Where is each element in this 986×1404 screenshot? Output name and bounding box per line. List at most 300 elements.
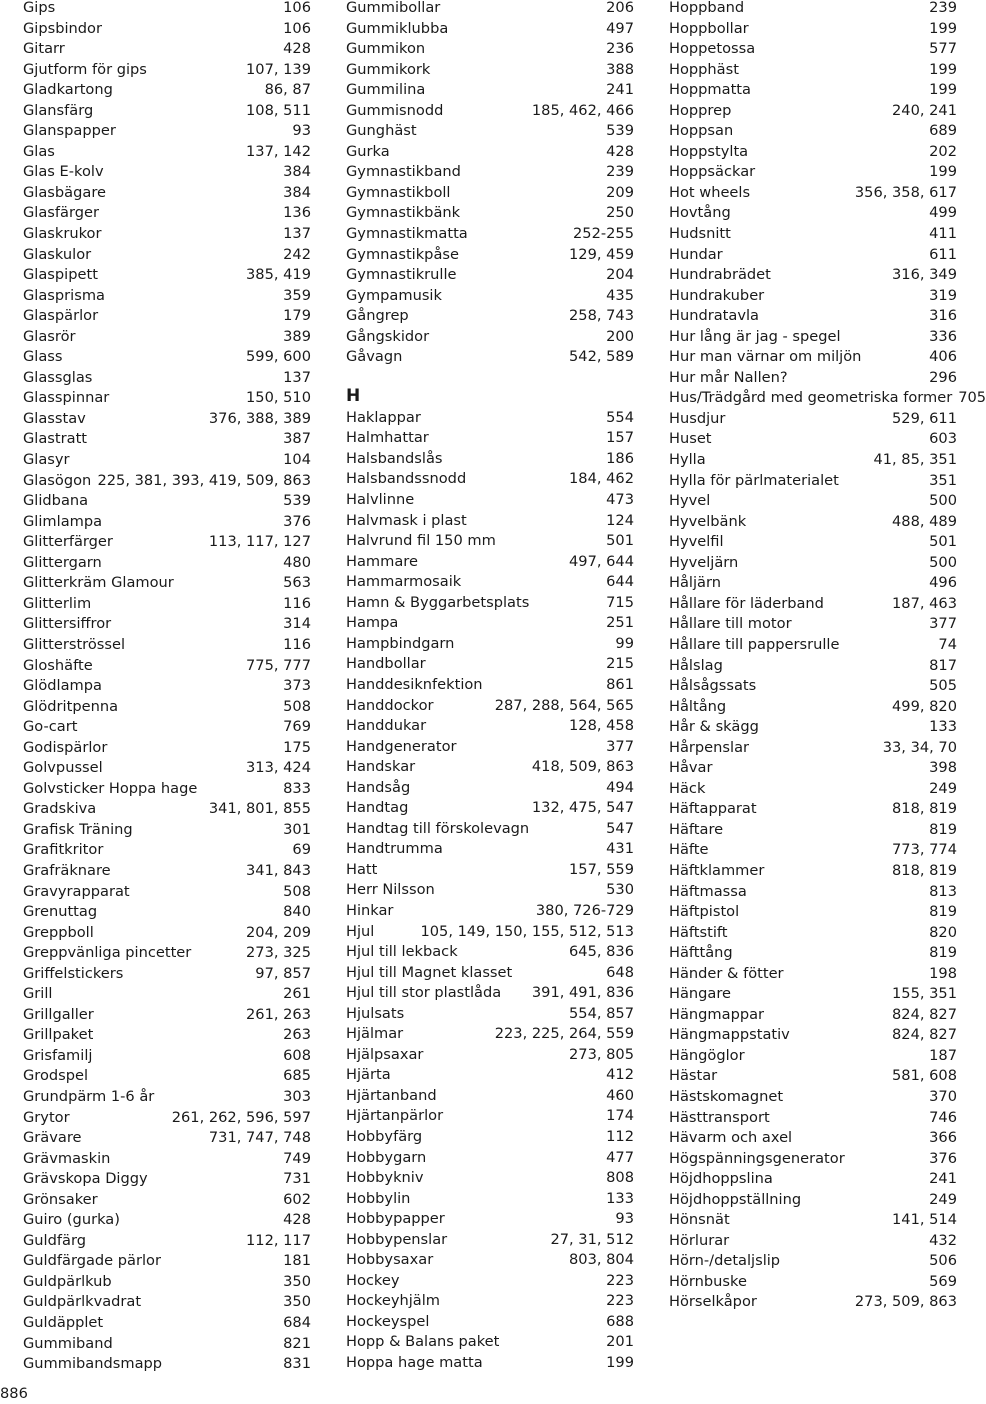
- index-term: Hundrabrädet: [669, 266, 771, 284]
- index-page-numbers: 199: [929, 19, 957, 37]
- index-entry: [346, 634, 634, 655]
- index-page-numbers: 494: [606, 778, 634, 796]
- index-page-numbers: 603: [929, 430, 957, 448]
- index-page-numbers: 261, 262, 596, 597: [171, 1108, 311, 1126]
- index-entry: [23, 1025, 311, 1046]
- index-entry: [669, 943, 957, 964]
- index-column-3: [669, 0, 986, 1313]
- index-page-numbers: 129, 459: [569, 245, 634, 263]
- index-entry: [669, 450, 957, 471]
- index-page-numbers: 150, 510: [246, 389, 311, 407]
- index-term: Glitterfärger: [23, 533, 113, 551]
- index-term: Glasbägare: [23, 183, 106, 201]
- index-page-numbers: 133: [929, 718, 957, 736]
- index-term: Hållare för läderband: [669, 594, 824, 612]
- index-page-numbers: 428: [283, 40, 311, 58]
- index-page-numbers: 501: [606, 532, 634, 550]
- index-entry: [23, 758, 311, 779]
- index-entry: [669, 861, 957, 882]
- index-page-numbers: 128, 458: [569, 717, 634, 735]
- page-number: 886: [0, 1385, 28, 1402]
- index-term: Grytor: [23, 1108, 70, 1126]
- index-page-numbers: 199: [929, 81, 957, 99]
- index-term: Hur mår Nallen?: [669, 368, 788, 386]
- index-page-numbers: 388: [606, 60, 634, 78]
- index-entry: [23, 1066, 311, 1087]
- index-term: Hinkar: [346, 901, 394, 919]
- index-term: Glödlampa: [23, 677, 102, 695]
- index-term: Hopprep: [669, 101, 732, 119]
- index-page-numbers: 547: [606, 819, 634, 837]
- index-term: Hot wheels: [669, 183, 751, 201]
- index-entry: [23, 429, 311, 450]
- index-entry: [346, 1065, 634, 1086]
- index-entry: [23, 306, 311, 327]
- index-page-numbers: 818, 819: [892, 861, 957, 879]
- index-entry: [669, 779, 957, 800]
- index-page-numbers: 112: [606, 1127, 634, 1145]
- index-term: Halsbandslås: [346, 449, 443, 467]
- index-term: Halsbandssnodd: [346, 470, 467, 488]
- index-page-numbers: 496: [929, 574, 957, 592]
- index-entry: [23, 450, 311, 471]
- index-page-numbers: 236: [606, 40, 634, 58]
- index-term: Hästar: [669, 1067, 718, 1085]
- index-page-numbers: 731, 747, 748: [208, 1129, 311, 1147]
- index-term: Grillpaket: [23, 1026, 94, 1044]
- index-term: Handsåg: [346, 778, 411, 796]
- index-entry: [23, 347, 311, 368]
- index-page-numbers: 435: [606, 286, 634, 304]
- index-entry: [669, 101, 957, 122]
- index-page-numbers: 273, 509, 863: [854, 1293, 957, 1311]
- index-term: Gummibandsmapp: [23, 1355, 163, 1373]
- index-term: Håljärn: [669, 574, 721, 592]
- index-entry: [346, 1045, 634, 1066]
- index-entry: [669, 1025, 957, 1046]
- index-page-numbers: 223: [606, 1292, 634, 1310]
- index-entry: [346, 1004, 634, 1025]
- index-entry: [346, 572, 634, 593]
- index-term: Glanspapper: [23, 122, 116, 140]
- index-page-numbers: 508: [283, 697, 311, 715]
- index-page-numbers: 116: [283, 594, 311, 612]
- index-page-numbers: 69: [292, 841, 311, 859]
- index-page-numbers: 198: [929, 964, 957, 982]
- index-entry: [346, 1106, 634, 1127]
- index-term: Grisfamilj: [23, 1046, 93, 1064]
- index-entry: [23, 1334, 311, 1355]
- index-entry: [346, 1024, 634, 1045]
- index-page-numbers: 377: [929, 615, 957, 633]
- index-term: Handbollar: [346, 655, 426, 673]
- index-page-numbers: 432: [929, 1231, 957, 1249]
- index-entry: [23, 820, 311, 841]
- index-page-numbers: 705: [958, 389, 986, 407]
- index-entry: [669, 286, 957, 307]
- index-page-numbers: 819: [929, 820, 957, 838]
- index-page-numbers: 821: [283, 1334, 311, 1352]
- index-term: Haklappar: [346, 408, 421, 426]
- index-page-numbers: 602: [283, 1190, 311, 1208]
- index-page-numbers: 223: [606, 1271, 634, 1289]
- index-term: Hålsågssats: [669, 677, 757, 695]
- index-entry: [669, 1251, 957, 1272]
- index-term: Håvar: [669, 759, 713, 777]
- index-entry: [669, 80, 957, 101]
- index-page-numbers: 377: [606, 737, 634, 755]
- index-page-numbers: 296: [929, 368, 957, 386]
- index-entry: [23, 1108, 311, 1129]
- index-entry: [346, 19, 634, 40]
- index-entry: [669, 553, 957, 574]
- index-term: Hoppsäckar: [669, 163, 756, 181]
- index-entry: [23, 388, 311, 409]
- index-entry: [669, 820, 957, 841]
- index-page-numbers: 301: [283, 820, 311, 838]
- index-term: Hundratavla: [669, 307, 759, 325]
- index-page-numbers: 824, 827: [892, 1026, 957, 1044]
- index-term: Grafräknare: [23, 861, 111, 879]
- index-page-numbers: 112, 117: [246, 1231, 311, 1249]
- index-page-numbers: 817: [929, 656, 957, 674]
- index-entry: [23, 142, 311, 163]
- index-page-numbers: 200: [606, 327, 634, 345]
- index-page-numbers: 820: [929, 923, 957, 941]
- index-entry: [669, 429, 957, 450]
- index-page-numbers: 215: [606, 655, 634, 673]
- index-page-numbers: 199: [929, 60, 957, 78]
- index-entry: [346, 880, 634, 901]
- index-term: Hudsnitt: [669, 225, 731, 243]
- index-term: Grävskopa Diggy: [23, 1170, 148, 1188]
- index-page-numbers: 824, 827: [892, 1005, 957, 1023]
- index-page-numbers: 376: [283, 512, 311, 530]
- index-page-numbers: 529, 611: [892, 409, 957, 427]
- index-entry: [669, 1087, 957, 1108]
- index-page-numbers: 611: [929, 245, 957, 263]
- index-term: Hobbyfärg: [346, 1127, 423, 1145]
- index-page-numbers: 174: [606, 1107, 634, 1125]
- index-term: Hörn-/detaljslip: [669, 1252, 781, 1270]
- index-page-numbers: 186: [606, 449, 634, 467]
- index-entry: [669, 512, 957, 533]
- index-term: Gymnastikboll: [346, 183, 451, 201]
- index-term: Hockeyspel: [346, 1312, 430, 1330]
- index-page-numbers: 428: [283, 1211, 311, 1229]
- index-term: Gladkartong: [23, 81, 113, 99]
- index-page-numbers: 239: [606, 163, 634, 181]
- index-term: Hampbindgarn: [346, 634, 455, 652]
- index-page-numbers: 179: [283, 307, 311, 325]
- index-term: Hoppmatta: [669, 81, 751, 99]
- index-entry: [23, 224, 311, 245]
- index-page-numbers: 124: [606, 511, 634, 529]
- index-page-numbers: 273, 325: [246, 944, 311, 962]
- index-term: Guldpärlkub: [23, 1272, 112, 1290]
- index-page-numbers: 155, 351: [892, 985, 957, 1003]
- index-entry: [669, 738, 957, 759]
- index-term: Gummikon: [346, 40, 426, 58]
- index-term: Hobbygarn: [346, 1148, 427, 1166]
- index-page-numbers: 500: [929, 492, 957, 510]
- index-term: Gummibollar: [346, 0, 441, 16]
- index-term: Glasögon: [23, 471, 92, 489]
- index-entry: [669, 984, 957, 1005]
- index-entry: [669, 491, 957, 512]
- index-entry: [669, 265, 957, 286]
- index-entry: [23, 121, 311, 142]
- index-page-numbers: 242: [283, 245, 311, 263]
- index-page-numbers: 644: [606, 573, 634, 591]
- index-page-numbers: 689: [929, 122, 957, 140]
- index-entry: [23, 1251, 311, 1272]
- index-entry: [346, 408, 634, 429]
- index-page-numbers: 819: [929, 903, 957, 921]
- index-term: Glas: [23, 142, 55, 160]
- index-entry: [346, 265, 634, 286]
- index-page-numbers: 501: [929, 533, 957, 551]
- index-page-numbers: 497, 644: [569, 552, 634, 570]
- index-entry: [23, 1087, 311, 1108]
- index-page-numbers: 303: [283, 1087, 311, 1105]
- index-entry: [669, 1128, 957, 1149]
- index-term: Gummisnodd: [346, 101, 444, 119]
- index-page-numbers: 499: [929, 204, 957, 222]
- index-term: Hyvelbänk: [669, 512, 747, 530]
- index-term: Hjälmar: [346, 1025, 404, 1043]
- index-entry: [669, 964, 957, 985]
- index-page-numbers: 27, 31, 512: [550, 1230, 634, 1248]
- index-entry: [346, 654, 634, 675]
- index-entry: [346, 1148, 634, 1169]
- index-page-numbers: 261, 263: [246, 1005, 311, 1023]
- index-page-numbers: 818, 819: [892, 800, 957, 818]
- index-term: Handdockor: [346, 696, 434, 714]
- index-entry: [23, 861, 311, 882]
- index-page-numbers: 175: [283, 738, 311, 756]
- index-entry: [346, 983, 634, 1004]
- index-entry: [23, 1231, 311, 1252]
- index-entry: [23, 368, 311, 389]
- index-term: Hjul till lekback: [346, 943, 458, 961]
- index-entry: [23, 203, 311, 224]
- index-page-numbers: 249: [929, 1190, 957, 1208]
- index-term: Hammare: [346, 552, 418, 570]
- index-page-numbers: 204, 209: [246, 923, 311, 941]
- index-term: Hyvel: [669, 492, 711, 510]
- index-term: Grill: [23, 985, 53, 1003]
- index-term: Hängöglor: [669, 1046, 745, 1064]
- index-page-numbers: 97, 857: [255, 964, 311, 982]
- index-term: Grafisk Träning: [23, 820, 133, 838]
- index-term: Hur lång är jag - spegel: [669, 327, 841, 345]
- index-term: Hylla: [669, 451, 706, 469]
- index-term: Hjärtanband: [346, 1086, 437, 1104]
- index-entry: [346, 1271, 634, 1292]
- index-entry: [23, 1292, 311, 1313]
- index-term: Herr Nilsson: [346, 881, 435, 899]
- index-page-numbers: 648: [606, 963, 634, 981]
- index-entry: [669, 1108, 957, 1129]
- index-page-numbers: 199: [929, 163, 957, 181]
- index-term: Gymnastikmatta: [346, 225, 468, 243]
- index-term: Glaspipett: [23, 266, 98, 284]
- index-entry: [346, 121, 634, 142]
- index-page-numbers: 389: [283, 327, 311, 345]
- index-term: Hyveljärn: [669, 553, 739, 571]
- index-entry: [669, 224, 957, 245]
- index-page-numbers: 132, 475, 547: [531, 799, 634, 817]
- index-entry: [23, 882, 311, 903]
- index-page-numbers: 350: [283, 1293, 311, 1311]
- index-term: Håltång: [669, 697, 727, 715]
- index-page-numbers: 184, 462: [569, 470, 634, 488]
- index-entry: [346, 60, 634, 81]
- index-entry: [669, 245, 957, 266]
- index-page-numbers: 380, 726-729: [535, 901, 634, 919]
- index-page-numbers: 93: [615, 1210, 634, 1228]
- index-term: Glasfärger: [23, 204, 99, 222]
- index-term: Gloshäfte: [23, 656, 93, 674]
- index-entry: [669, 121, 957, 142]
- index-term: Hjärta: [346, 1066, 391, 1084]
- index-entry: [669, 388, 986, 409]
- index-page-numbers: 116: [283, 635, 311, 653]
- index-page-numbers: 497: [606, 19, 634, 37]
- index-term: Hållare till motor: [669, 615, 792, 633]
- index-page-numbers: 316: [929, 307, 957, 325]
- index-term: Grävare: [23, 1129, 82, 1147]
- index-term: Hampa: [346, 614, 399, 632]
- index-page-numbers: 251: [606, 614, 634, 632]
- index-term: Gunghäst: [346, 122, 417, 140]
- index-entry: [346, 531, 634, 552]
- index-page-numbers: 223, 225, 264, 559: [494, 1025, 634, 1043]
- index-term: Hockey: [346, 1271, 400, 1289]
- index-term: Go-cart: [23, 718, 78, 736]
- index-term: Gummiklubba: [346, 19, 449, 37]
- index-entry: [23, 573, 311, 594]
- index-entry: [346, 778, 634, 799]
- index-entry: [346, 942, 634, 963]
- index-entry: [346, 901, 634, 922]
- index-page-numbers: 202: [929, 142, 957, 160]
- index-term: Hävarm och axel: [669, 1129, 793, 1147]
- index-term: Häftmassa: [669, 882, 747, 900]
- index-page-numbers: 608: [283, 1046, 311, 1064]
- index-entry: [669, 1169, 957, 1190]
- index-term: Hoppsan: [669, 122, 734, 140]
- index-entry: [669, 60, 957, 81]
- index-entry: [23, 1046, 311, 1067]
- index-entry: [23, 101, 311, 122]
- index-page-numbers: 563: [283, 574, 311, 592]
- index-entry: [23, 80, 311, 101]
- index-entry: [669, 923, 957, 944]
- index-term: Godispärlor: [23, 738, 108, 756]
- index-entry: [23, 1210, 311, 1231]
- index-term: Halmhattar: [346, 429, 429, 447]
- index-term: Glasprisma: [23, 286, 105, 304]
- index-page-numbers: 241: [929, 1170, 957, 1188]
- index-entry: [346, 716, 634, 737]
- index-entry: [669, 1292, 957, 1313]
- index-page-numbers: 336: [929, 327, 957, 345]
- index-term: Hängmappstativ: [669, 1026, 790, 1044]
- index-entry: [669, 532, 957, 553]
- index-entry: [346, 696, 634, 717]
- index-term: Hår & skägg: [669, 718, 759, 736]
- index-term: Gymnastikrulle: [346, 266, 457, 284]
- index-term: Hobbylin: [346, 1189, 411, 1207]
- index-term: Hjärtanpärlor: [346, 1107, 444, 1125]
- index-page-numbers: 391, 491, 836: [531, 984, 634, 1002]
- index-term: Glimlampa: [23, 512, 103, 530]
- index-page-numbers: 473: [606, 491, 634, 509]
- index-page-numbers: 104: [283, 451, 311, 469]
- index-entry: [669, 306, 957, 327]
- index-entry: [23, 923, 311, 944]
- index-entry: [669, 1190, 957, 1211]
- index-page-numbers: 137: [283, 368, 311, 386]
- index-term: Handtag: [346, 799, 409, 817]
- index-term: Gummikork: [346, 60, 431, 78]
- index-page-numbers: 241: [606, 81, 634, 99]
- index-page-numbers: 107, 139: [246, 60, 311, 78]
- index-term: Handdesiknfektion: [346, 675, 483, 693]
- index-entry: [23, 697, 311, 718]
- index-term: Glitterlim: [23, 594, 92, 612]
- index-entry: [23, 265, 311, 286]
- index-page-numbers: 204: [606, 266, 634, 284]
- index-term: Glitterströssel: [23, 635, 126, 653]
- index-page-numbers: 199: [606, 1354, 634, 1371]
- index-page-numbers: 542, 589: [569, 348, 634, 366]
- index-entry: [346, 469, 634, 490]
- index-term: Gångskidor: [346, 327, 430, 345]
- index-term: Hängmappar: [669, 1005, 765, 1023]
- index-page-numbers: 376: [929, 1149, 957, 1167]
- index-term: Gångrep: [346, 307, 409, 325]
- index-page-numbers: 240, 241: [892, 101, 957, 119]
- index-column-1: [23, 0, 311, 1375]
- index-entry: [669, 368, 957, 389]
- index-entry: [346, 490, 634, 511]
- index-term: Glasyr: [23, 451, 70, 469]
- index-page-numbers: 273, 805: [569, 1045, 634, 1063]
- index-entry: [23, 183, 311, 204]
- index-entry: [23, 532, 311, 553]
- index-page-numbers: 93: [292, 122, 311, 140]
- index-term: Hur man värnar om miljön: [669, 348, 862, 366]
- index-entry: [23, 471, 311, 492]
- index-term: Grenuttag: [23, 903, 98, 921]
- index-entry: [346, 593, 634, 614]
- index-entry: [346, 327, 634, 348]
- index-page-numbers: 411: [929, 225, 957, 243]
- index-term: Glasrör: [23, 327, 76, 345]
- index-entry: [23, 902, 311, 923]
- index-page-numbers: 599, 600: [246, 348, 311, 366]
- index-page-numbers: 99: [615, 634, 634, 652]
- index-entry: [346, 1312, 634, 1333]
- index-page-numbers: 74: [938, 635, 957, 653]
- section-letter-heading: H: [346, 385, 361, 406]
- index-term: Hopp & Balans paket: [346, 1333, 500, 1351]
- index-entry: [346, 737, 634, 758]
- index-term: Guldfärg: [23, 1231, 86, 1249]
